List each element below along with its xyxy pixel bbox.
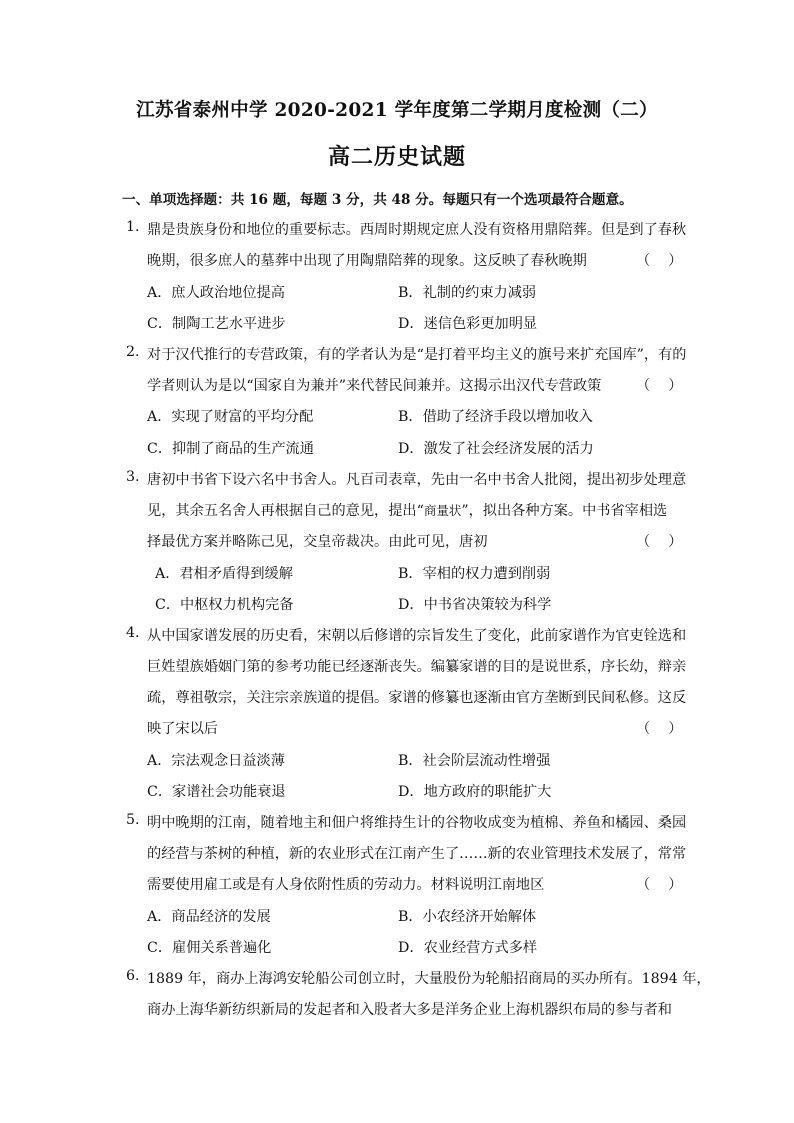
option-d: D．迷信色彩更加明显 [398,316,538,332]
question-text-line: 疏，尊祖敬宗，关注宗亲族道的提倡。家谱的修纂也逐渐由官方垄断到民间私修。这反 [147,690,687,706]
answer-parenthesis: （ ） [636,877,683,893]
question-number: 5. [126,812,140,828]
option-d: D．激发了社会经济发展的活力 [398,441,594,457]
answer-parenthesis: （ ） [636,253,683,269]
question-text-line: 从中国家谱发展的历史看，宋朝以后修谱的宗旨发生了变化，此前家谱作为官吏铨选和 [147,628,687,644]
answer-parenthesis: （ ） [636,378,683,394]
question-text-line: 需要使用雇工或是有人身依附性质的劳动力。材料说明江南地区 [147,877,545,893]
option-c: C．家谱社会功能衰退 [147,784,286,800]
question-text-line: 映了宋以后 [147,721,218,737]
question-text-line: 1889 年，商办上海鸿安轮船公司创立时，大量股份为轮船招商局的买办所有。1894 年， [147,971,711,987]
question-text-line [147,500,667,520]
question-text-line: 学者则认为是以“国家自为兼并”来代替民间兼并。这揭示出汉代专营政策 [147,378,602,394]
question-number: 6. [126,968,140,984]
option-d: D．中书省决策较为科学 [398,597,552,613]
answer-parenthesis: （ ） [636,721,683,737]
option-a: A．君相矛盾得到缓解 [155,566,293,582]
question-number: 4. [126,625,140,641]
option-d: D．农业经营方式多样 [398,940,538,956]
question-text-line: 唐初中书省下设六名中书舍人。凡百司表章，先由一名中书舍人批阅，提出初步处理意 [147,472,687,488]
option-c: C．雇佣关系普遍化 [147,940,272,956]
option-c: C．中枢权力机构完备 [155,597,294,613]
question-text-line: 巨姓望族婚姻门第的参考功能已经逐渐丧失。编纂家谱的目的是说世系，序长幼，辩亲 [147,659,687,675]
option-c: C．抑制了商品的生产流通 [147,441,314,457]
question-text-segment: 见，其余五名舍人再根据自己的意见，提出“ [147,503,424,519]
answer-parenthesis: （ ） [636,534,683,550]
question-text-segment: ”，拟出各种方案。中书省宰相选 [461,503,668,519]
exam-title: 江苏省泰州中学 2020-2021 学年度第二学期月度检测（二） [136,100,658,121]
question-text-line: 晚期，很多庶人的墓葬中出现了用陶鼎陪葬的现象。这反映了春秋晚期 [147,253,587,269]
question-number: 2. [126,344,140,360]
option-b: B．宰相的权力遭到削弱 [398,566,551,582]
question-text-line: 对于汉代推行的专营政策，有的学者认为是“是打着平均主义的旗号来扩充国库”，有的 [147,347,687,363]
question-text-line: 的经营与茶树的种植，新的农业形式在江南产生了……新的农业管理技术发展了，常常 [147,846,687,862]
question-text-line: 择最优方案并略陈己见，交皇帝裁决。由此可见，唐初 [147,534,488,550]
option-a: A．庶人政治地位提高 [147,285,285,301]
exam-subtitle: 高二历史试题 [327,144,466,170]
option-c: C．制陶工艺水平进步 [147,316,286,332]
question-text-line: 鼎是贵族身份和地位的重要标志。西周时期规定庶人没有资格用鼎陪葬。但是到了春秋 [147,222,687,238]
question-number: 3. [126,469,140,485]
section-heading: 一、单项选择题：共 16 题，每题 3 分，共 48 分。每题只有一个选项最符合题意。 [122,192,633,208]
option-a: A．实现了财富的平均分配 [147,409,314,425]
question-text-line: 商办上海华新纺织新局的发起者和入股者大多是洋务企业上海机器织布局的参与者和 [147,1002,672,1018]
option-d: D．地方政府的职能扩大 [398,784,552,800]
option-a: A．商品经济的发展 [147,909,271,925]
option-b: B．礼制的约束力减弱 [398,285,537,301]
question-text-line: 明中晚期的江南，随着地主和佃户将维持生计的谷物收成变为植棉、养鱼和橘园、桑园 [147,815,687,831]
option-b: B．社会阶层流动性增强 [398,753,551,769]
option-b: B．小农经济开始解体 [398,909,537,925]
question-number: 1. [126,219,140,235]
quoted-term: 商量状 [423,503,462,518]
option-a: A．宗法观念日益淡薄 [147,753,285,769]
option-b: B．借助了经济手段以增加收入 [398,409,593,425]
